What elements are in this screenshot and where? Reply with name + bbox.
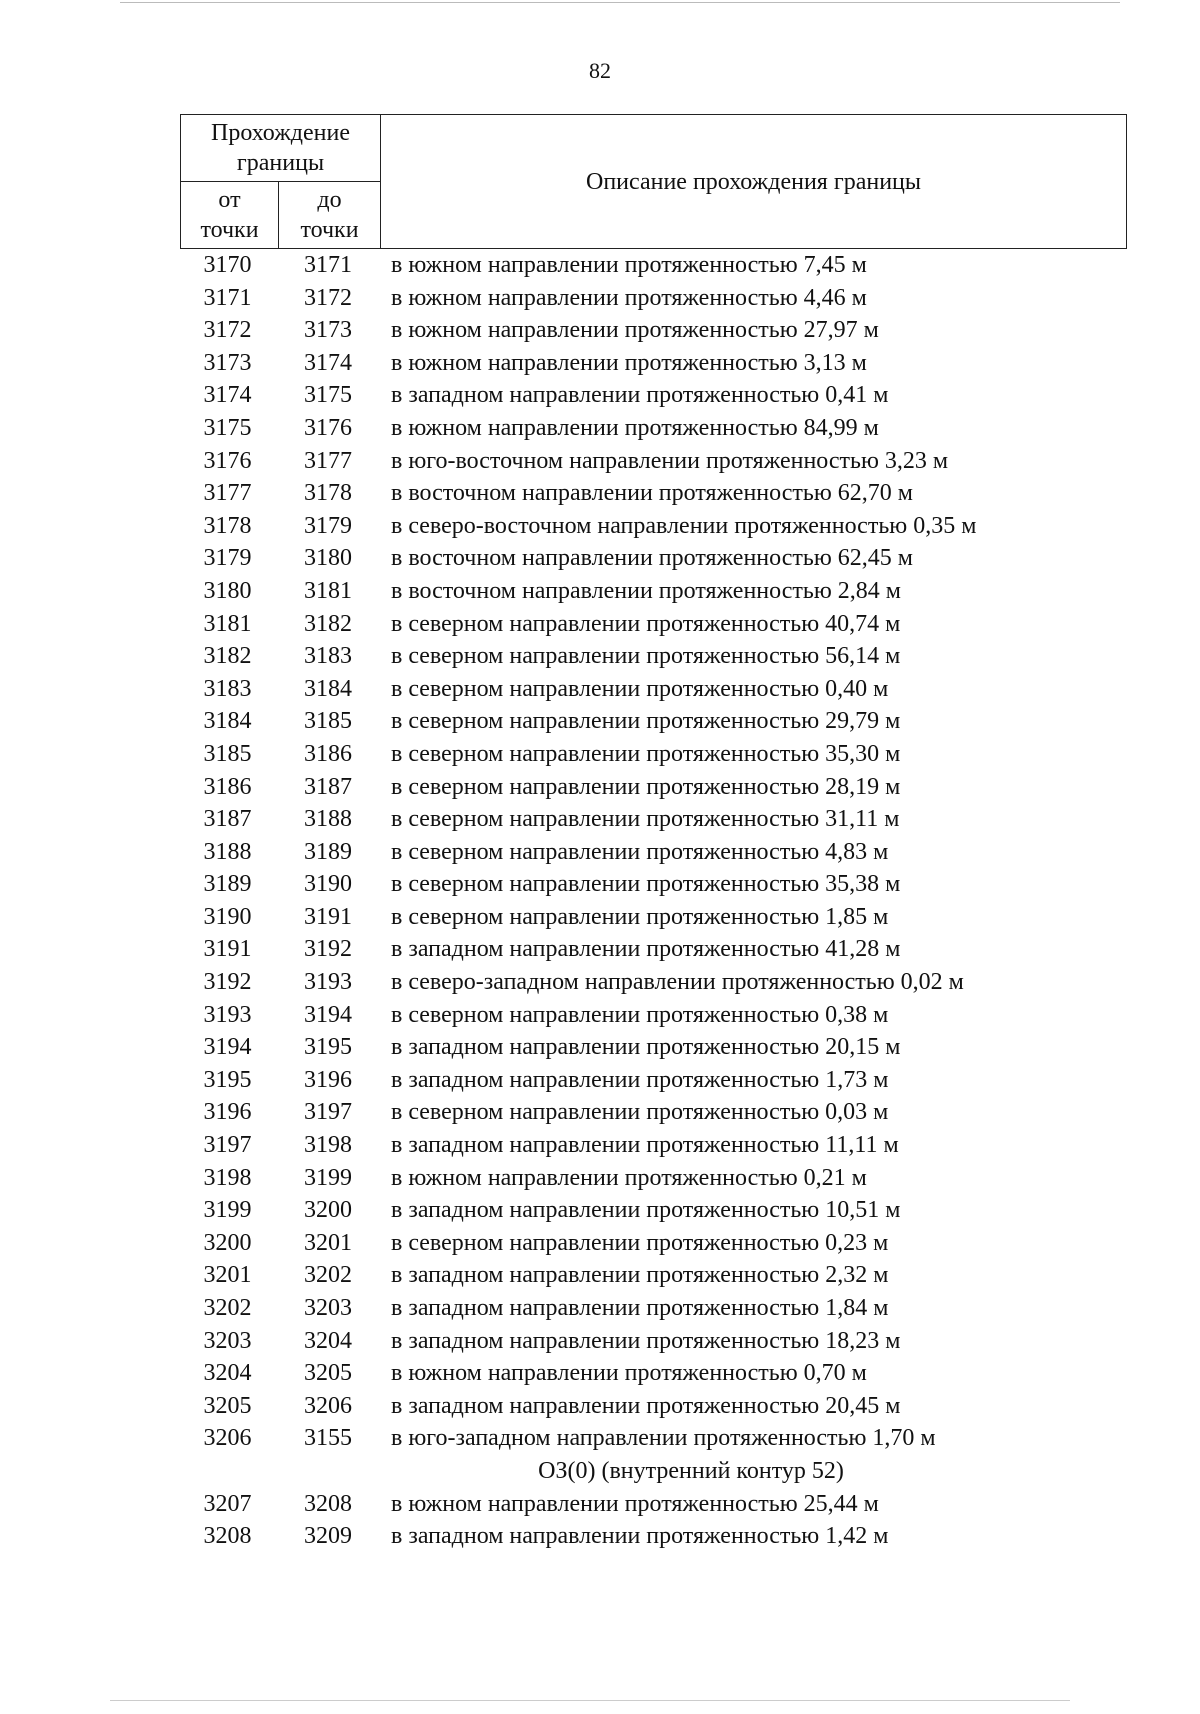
from-point: 3190 [203,903,252,930]
from-point: 3182 [203,643,252,670]
scan-bottom-edge [110,1700,1070,1701]
table-row [180,477,1140,510]
header-from: от точки [181,182,279,248]
boundary-description: в северном направлении протяженностью 29,79 м [391,708,901,735]
from-point: 3186 [203,773,252,800]
section-heading: ОЗ(0) (внутренний контур 52) [538,1457,844,1484]
from-point: 3177 [203,480,252,507]
from-point: 3195 [203,1066,252,1093]
table-row [180,1064,1140,1097]
from-point: 3179 [203,545,252,572]
from-point: 3202 [203,1295,252,1321]
boundary-description: в восточном направлении протяженностью 62,45 м [391,545,913,572]
boundary-description: в южном направлении протяженностью 4,46 м [391,284,867,311]
from-point: 3187 [203,806,252,833]
table-row [180,445,1140,478]
header-description: Описание прохождения границы [585,168,921,195]
table-row [180,1520,1140,1553]
to-point: 3209 [304,1523,352,1550]
boundary-description: в южном направлении протяженностью 0,21 м [391,1164,867,1191]
from-point: 3184 [203,708,252,735]
to-point: 3191 [304,903,352,930]
table-row [180,1162,1140,1195]
from-point: 3180 [203,577,252,604]
from-point: 3194 [203,1034,252,1061]
boundary-description: в западном направлении протяженностью 0,41 м [391,382,889,409]
table-row [180,575,1140,608]
table-row [180,1292,1140,1325]
to-point: 3199 [304,1164,352,1191]
boundary-description: в западном направлении протяженностью 20,15 м [391,1034,901,1061]
table-row [180,1129,1140,1162]
table-row [180,1259,1140,1292]
to-point: 3183 [304,643,352,670]
boundary-description: в северном направлении протяженностью 0,23 м [391,1229,889,1256]
boundary-description: в южном направлении протяженностью 7,45 м [391,252,867,278]
from-point: 3196 [203,1099,252,1126]
from-point: 3183 [203,675,252,702]
to-point: 3180 [304,545,352,572]
header-passage: Прохождение границы [181,115,381,182]
boundary-description: в северном направлении протяженностью 35,38 м [391,871,901,898]
from-point: 3170 [203,252,252,278]
table-row [180,412,1140,445]
boundary-description: в северном направлении протяженностью 1,85 м [391,903,889,930]
boundary-description: в западном направлении протяженностью 1,73 м [391,1066,889,1093]
to-point: 3155 [304,1425,352,1452]
to-point: 3193 [304,969,352,996]
to-point: 3171 [304,252,352,278]
boundary-description: в северном направлении протяженностью 40,74 м [391,610,901,637]
to-point: 3184 [304,675,352,702]
to-point: 3194 [304,1001,352,1028]
table-row [180,868,1140,901]
boundary-description: в западном направлении протяженностью 20,45 м [391,1392,901,1419]
to-point: 3201 [304,1229,352,1256]
from-point: 3204 [203,1360,252,1387]
table-row [180,249,1140,282]
table-row [180,803,1140,836]
from-point: 3173 [203,349,252,376]
table-row [180,640,1140,673]
boundary-description: в западном направлении протяженностью 41,28 м [391,936,901,963]
to-point: 3200 [304,1197,352,1224]
from-point: 3192 [203,969,252,996]
boundary-description: в северном направлении протяженностью 28,19 м [391,773,901,800]
from-point: 3174 [203,382,252,409]
to-point: 3203 [304,1295,352,1321]
from-point: 3207 [203,1490,252,1517]
table-row [180,510,1140,543]
boundary-description: в южном направлении протяженностью 84,99 м [391,414,879,441]
to-point: 3197 [304,1099,352,1126]
boundary-description: в южном направлении протяженностью 3,13 м [391,349,867,376]
to-point: 3192 [304,936,352,963]
table-row [180,901,1140,934]
from-point: 3171 [203,284,252,311]
to-point: 3181 [304,577,352,604]
boundary-description: в северном направлении протяженностью 0,38 м [391,1001,889,1028]
to-point: 3188 [304,806,352,833]
to-point: 3179 [304,512,352,539]
table-row [180,966,1140,999]
boundary-description: в северном направлении протяженностью 0,03 м [391,1099,889,1126]
table-row [180,347,1140,380]
table-row [180,1325,1140,1358]
to-point: 3182 [304,610,352,637]
table-row [180,542,1140,575]
to-point: 3195 [304,1034,352,1061]
to-point: 3186 [304,740,352,767]
to-point: 3175 [304,382,352,409]
table-row [180,673,1140,706]
boundary-description: в юго-западном направлении протяженностью 1,70 м [391,1425,936,1452]
to-point: 3190 [304,871,352,898]
from-point: 3178 [203,512,252,539]
table-row [180,1227,1140,1260]
to-point: 3173 [304,317,352,344]
boundary-description: в северном направлении протяженностью 35,30 м [391,740,901,767]
to-point: 3176 [304,414,352,441]
to-point: 3187 [304,773,352,800]
from-point: 3198 [203,1164,252,1191]
table-row [180,608,1140,641]
table-body [180,249,1140,1553]
from-point: 3199 [203,1197,252,1224]
table-row [180,771,1140,804]
boundary-description: в западном направлении протяженностью 11,11 м [391,1132,899,1159]
scan-top-edge [120,2,1120,3]
to-point: 3204 [304,1327,352,1354]
page-number: 82 [589,58,611,83]
from-point: 3172 [203,317,252,344]
from-point: 3200 [203,1229,252,1256]
from-point: 3193 [203,1001,252,1028]
from-point: 3188 [203,838,252,865]
boundary-description: в западном направлении протяженностью 2,32 м [391,1262,889,1289]
to-point: 3172 [304,284,352,311]
to-point: 3205 [304,1360,352,1387]
to-point: 3198 [304,1132,352,1159]
boundary-description: в северном направлении протяженностью 31,11 м [391,806,900,833]
boundary-description: в восточном направлении протяженностью 2,84 м [391,577,901,604]
boundary-description: в западном направлении протяженностью 1,42 м [391,1523,889,1550]
boundary-description: в северо-восточном направлении протяженностью 0,35 м [391,512,977,539]
boundary-description: в западном направлении протяженностью 1,84 м [391,1295,889,1321]
table-row [180,282,1140,315]
table-row [180,836,1140,869]
to-point: 3206 [304,1392,352,1419]
from-point: 3203 [203,1327,252,1354]
table-row [180,1357,1140,1390]
boundary-description: в северо-западном направлении протяженностью 0,02 м [391,969,964,996]
to-point: 3178 [304,480,352,507]
section-heading-row [180,1455,1140,1488]
to-point: 3208 [304,1490,352,1517]
boundary-description: в южном направлении протяженностью 25,44 м [391,1490,879,1517]
from-point: 3208 [203,1523,252,1550]
table-row [180,933,1140,966]
table-row [180,738,1140,771]
table-row [180,1194,1140,1227]
boundary-description: в северном направлении протяженностью 56,14 м [391,643,901,670]
table-row [180,1422,1140,1455]
boundary-description: в северном направлении протяженностью 4,83 м [391,838,889,865]
from-point: 3189 [203,871,252,898]
boundary-description: в северном направлении протяженностью 0,40 м [391,675,889,702]
table-row [180,705,1140,738]
to-point: 3185 [304,708,352,735]
table-row [180,1390,1140,1423]
from-point: 3197 [203,1132,252,1159]
header-to: до точки [279,182,381,248]
to-point: 3174 [304,349,352,376]
table-row [180,379,1140,412]
table-row [180,1488,1140,1521]
from-point: 3205 [203,1392,252,1419]
boundary-description: в западном направлении протяженностью 18,23 м [391,1327,901,1354]
table-row [180,999,1140,1032]
from-point: 3176 [203,447,252,474]
from-point: 3175 [203,414,252,441]
table-row [180,314,1140,347]
table-row [180,1096,1140,1129]
to-point: 3177 [304,447,352,474]
boundary-description: в юго-восточном направлении протяженностью 3,23 м [391,447,949,474]
table-header [180,114,1127,249]
to-point: 3196 [304,1066,352,1093]
boundary-description: в западном направлении протяженностью 10,51 м [391,1197,901,1224]
boundary-description: в южном направлении протяженностью 27,97 м [391,317,879,344]
from-point: 3181 [203,610,252,637]
boundary-description: в восточном направлении протяженностью 62,70 м [391,480,913,507]
from-point: 3185 [203,740,252,767]
from-point: 3201 [203,1262,252,1289]
to-point: 3189 [304,838,352,865]
boundary-description: в южном направлении протяженностью 0,70 м [391,1360,867,1387]
table-row [180,1031,1140,1064]
from-point: 3206 [203,1425,252,1452]
to-point: 3202 [304,1262,352,1289]
from-point: 3191 [203,936,252,963]
